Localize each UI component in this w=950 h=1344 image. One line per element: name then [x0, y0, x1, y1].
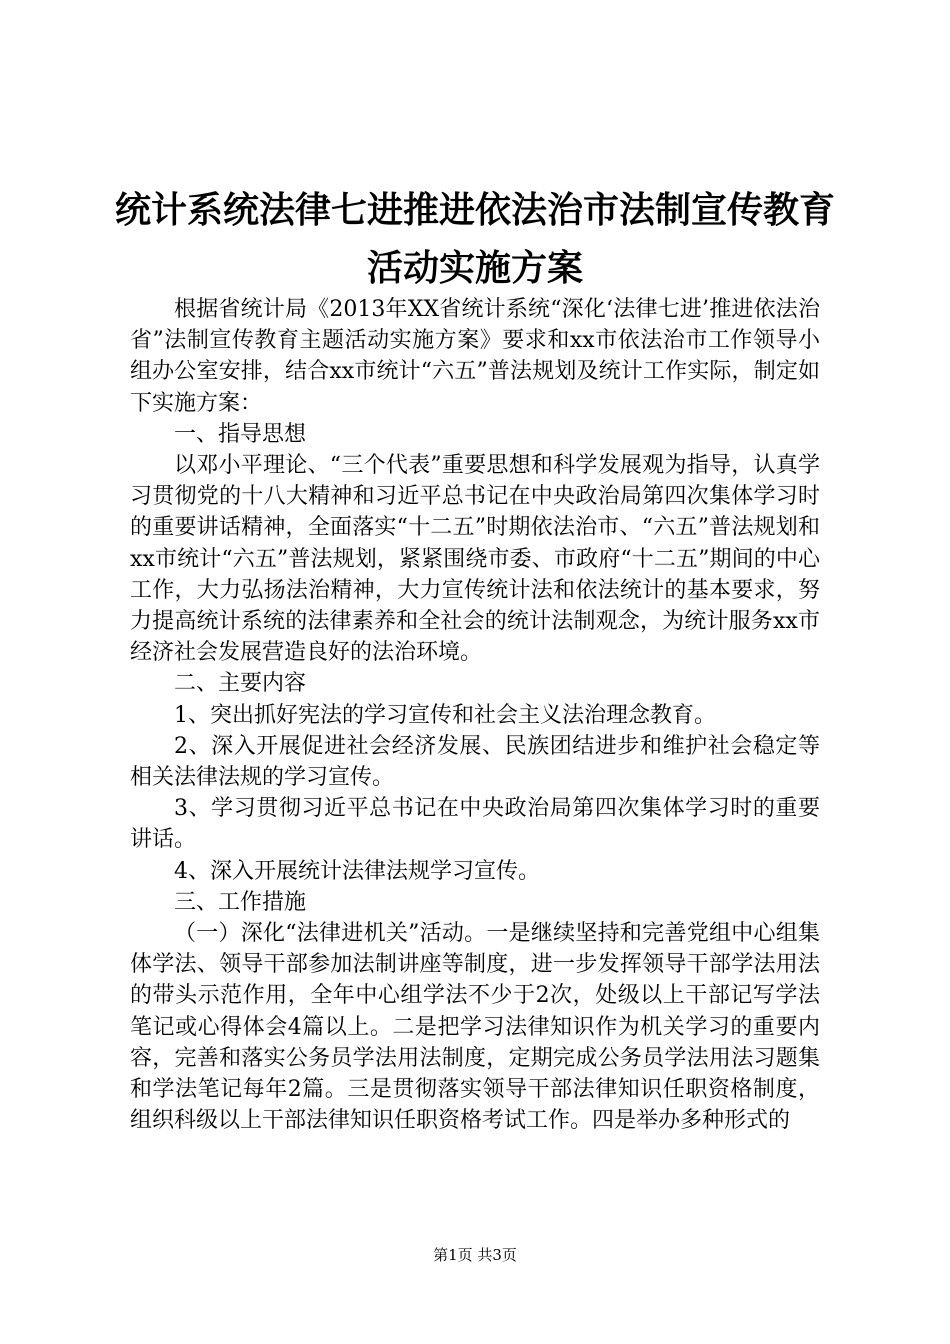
section-heading-main-content: 二、主要内容: [174, 671, 307, 697]
work-measures-paragraph-1: （一）深化“法律进机关”活动。一是继续坚持和完善党组中心组集体学法、领导干部参加法制讲座等制度，进一步发挥领导干部学法用法的带头示范作用，全年中心组学法不少于2次，处级以上干部记写学法笔记或心得体会4篇以上。二是把学习法律知识作为机关学习的重要内容，完善和落实公务员学法用法制度，定期完成公务员学法用法习题集和学法笔记每年2篇。三是贯彻落实领导干部法律知识任职资格制度，组织科级以上干部法律知识任职资格考试工作。四是举办多种形式的: [130, 921, 820, 1134]
section-heading-guiding-ideology: 一、指导思想: [174, 421, 307, 447]
main-content-item-1: 1、突出抓好宪法的学习宣传和社会主义法治理念教育。: [174, 702, 716, 728]
section-heading-work-measures: 三、工作措施: [174, 889, 307, 915]
guiding-ideology-paragraph: 以邓小平理论、“三个代表”重要思想和科学发展观为指导，认真学习贯彻党的十八大精神和习近平总书记在中央政治局第四次集体学习时的重要讲话精神，全面落实“十二五”时期依法治市、“六五”普法规划和xx市统计“六五”普法规划，紧紧围绕市委、市政府“十二五”期间的中心工作，大力弘扬法治精神，大力宣传统计法和依法统计的基本要求，努力提高统计系统的法律素养和全社会的统计法制观念，为统计服务xx市经济社会发展营造良好的法治环境。: [130, 453, 820, 666]
intro-paragraph: 根据省统计局《2013年XX省统计系统“深化‘法律七进’推进依法治省”法制宣传教育主题活动实施方案》要求和xx市依法治市工作领导小组办公室安排，结合xx市统计“六五”普法规划及统计工作实际，制定如下实施方案：: [130, 297, 820, 416]
document-title-line-1: 统计系统法律七进推进依法治市法制宣传教育: [114, 189, 835, 231]
main-content-item-2: 2、深入开展促进社会经济发展、民族团结进步和维护社会稳定等相关法律法规的学习宣传。: [130, 733, 820, 791]
main-content-item-3: 3、学习贯彻习近平总书记在中央政治局第四次集体学习时的重要讲话。: [130, 796, 820, 853]
document-title-line-2: 活动实施方案: [366, 247, 583, 289]
page-footer: 第1页 共3页: [433, 1246, 517, 1264]
main-content-item-4: 4、深入开展统计法律法规学习宣传。: [174, 858, 540, 884]
document-body: [130, 294, 820, 1136]
